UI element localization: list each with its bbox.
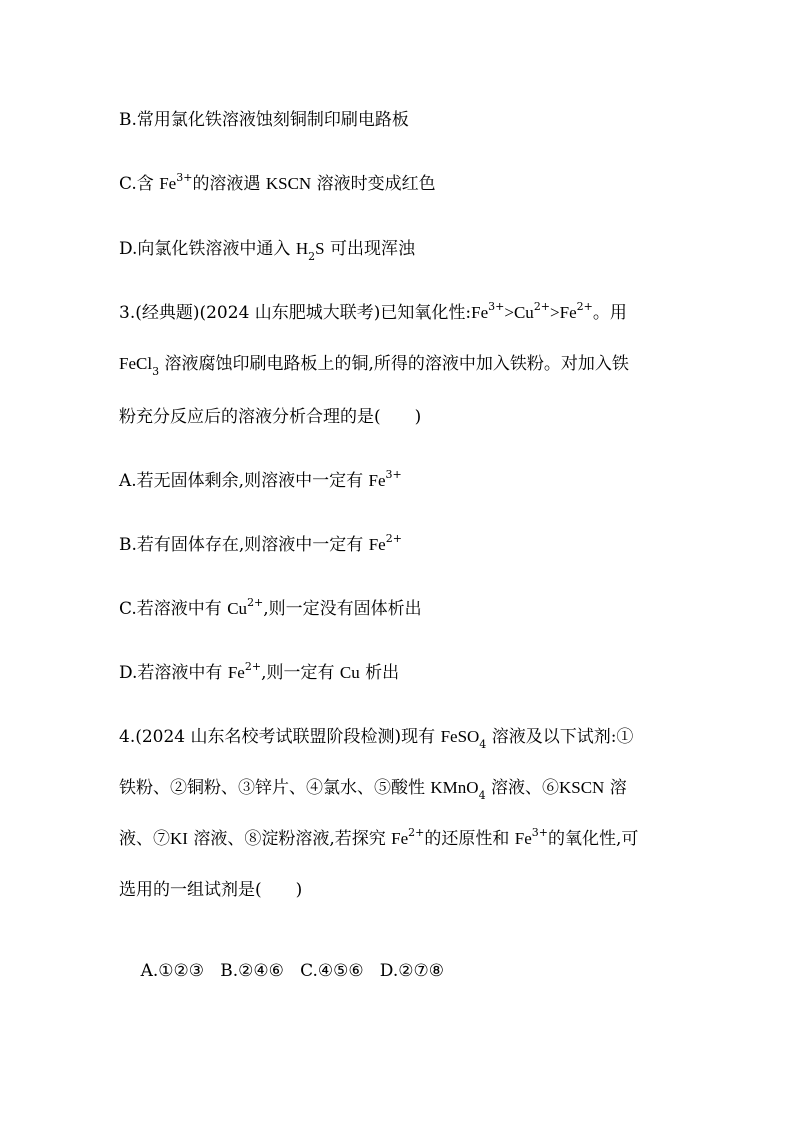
text: ,则一定有 [261,663,340,683]
formula-sub: 2 [308,250,316,264]
ion-symbol: Fe [368,471,386,490]
text: D.向氯化铁溶液中通入 [119,239,296,259]
text: 的还原性和 [424,829,515,849]
ion-charge: 3+ [176,171,193,185]
ion-symbol: Fe [471,303,489,322]
text: D.若溶液中有 [119,663,228,683]
ion-charge: 2+ [408,826,425,840]
ion-charge: 2+ [576,300,593,314]
q4-stem-line-2 [119,776,689,803]
formula: FeSO [440,727,480,746]
ion-symbol: Fe [159,174,177,193]
ion-symbol: >Cu [504,303,534,322]
text: 4.(2024 山东名校考试联盟阶段检测)现有 [119,727,441,747]
text: 溶 [604,778,627,798]
ion-symbol: Fe [391,829,409,848]
ion-charge: 3+ [488,300,505,314]
text: 液、⑦ [119,829,170,849]
ion-charge: 2+ [247,596,264,610]
reagent: KSCN [265,174,312,193]
text: 析出 [359,663,400,683]
text: C.若溶液中有 [119,599,228,619]
q2-option-c[interactable] [119,172,689,196]
ion-symbol: Fe [514,829,532,848]
q3-option-c[interactable] [119,597,689,621]
text: 溶液腐蚀印刷电路板上的铜,所得的溶液中加入铁粉。对加入铁 [159,354,629,374]
q4-stem-line-1 [119,725,689,752]
text: 铁粉、②铜粉、③锌片、④氯水、⑤酸性 [119,778,431,798]
q3-option-b[interactable] [119,533,689,557]
ion-charge: 3+ [385,468,402,482]
text: 的氧化性,可 [548,829,639,849]
q3-stem-line-2 [119,352,689,379]
text: 溶液、⑥ [485,778,559,798]
q4-options[interactable] [119,935,689,1007]
text: C.含 [119,174,160,194]
q3-option-a[interactable] [119,469,689,493]
formula-sub: 3 [152,365,160,379]
q3-stem-line-3 [119,405,689,429]
text: A.若无固体剩余,则溶液中一定有 [119,471,369,491]
q4-stem-line-4 [119,878,689,902]
text: 可出现浑浊 [324,239,415,259]
text: ) [295,880,303,900]
reagent: KI [170,829,188,848]
formula-s: S [315,239,325,258]
ion-symbol: Fe [227,663,245,682]
text: 选用的一组试剂是( [119,880,262,900]
text: 粉充分反应后的溶液分析合理的是( [119,407,381,427]
formula-sub: 4 [479,738,487,752]
text: 溶液时变成红色 [311,174,436,194]
text: 溶液及以下试剂:① [486,727,634,747]
text: 溶液、⑧淀粉溶液,若探究 [187,829,392,849]
text: 。用 [592,303,627,323]
q2-option-b-text: B.常用氯化铁溶液蚀刻铜制印刷电路板 [119,110,409,130]
q3-option-d[interactable] [119,661,689,685]
formula: KMnO [430,778,479,797]
ion-charge: 3+ [531,826,549,840]
q2-option-d[interactable] [119,237,689,264]
text: ,则一定没有固体析出 [263,599,422,619]
ion-symbol: Cu [227,599,248,618]
ion-symbol: Fe [368,535,386,554]
q4-options-text: A.①②③ B.②④⑥ C.④⑤⑥ D.②⑦⑧ [140,961,444,981]
formula-sub: 4 [478,789,486,803]
text: 3.(经典题)(2024 山东肥城大联考)已知氧化性: [119,303,472,323]
text: 的溶液遇 [192,174,266,194]
q4-stem-line-3 [119,827,689,851]
element-symbol: Cu [339,663,360,682]
ion-charge: 2+ [385,532,402,546]
q2-option-b[interactable] [119,108,689,132]
text: B.若有固体存在,则溶液中一定有 [119,535,369,555]
reagent: KSCN [558,778,605,797]
formula: FeCl [119,354,153,373]
ion-charge: 2+ [244,660,262,674]
text: ) [414,407,422,427]
ion-symbol: >Fe [550,303,577,322]
formula-h: H [295,239,309,258]
ion-charge: 2+ [533,300,551,314]
q3-stem-line-1 [119,301,689,325]
